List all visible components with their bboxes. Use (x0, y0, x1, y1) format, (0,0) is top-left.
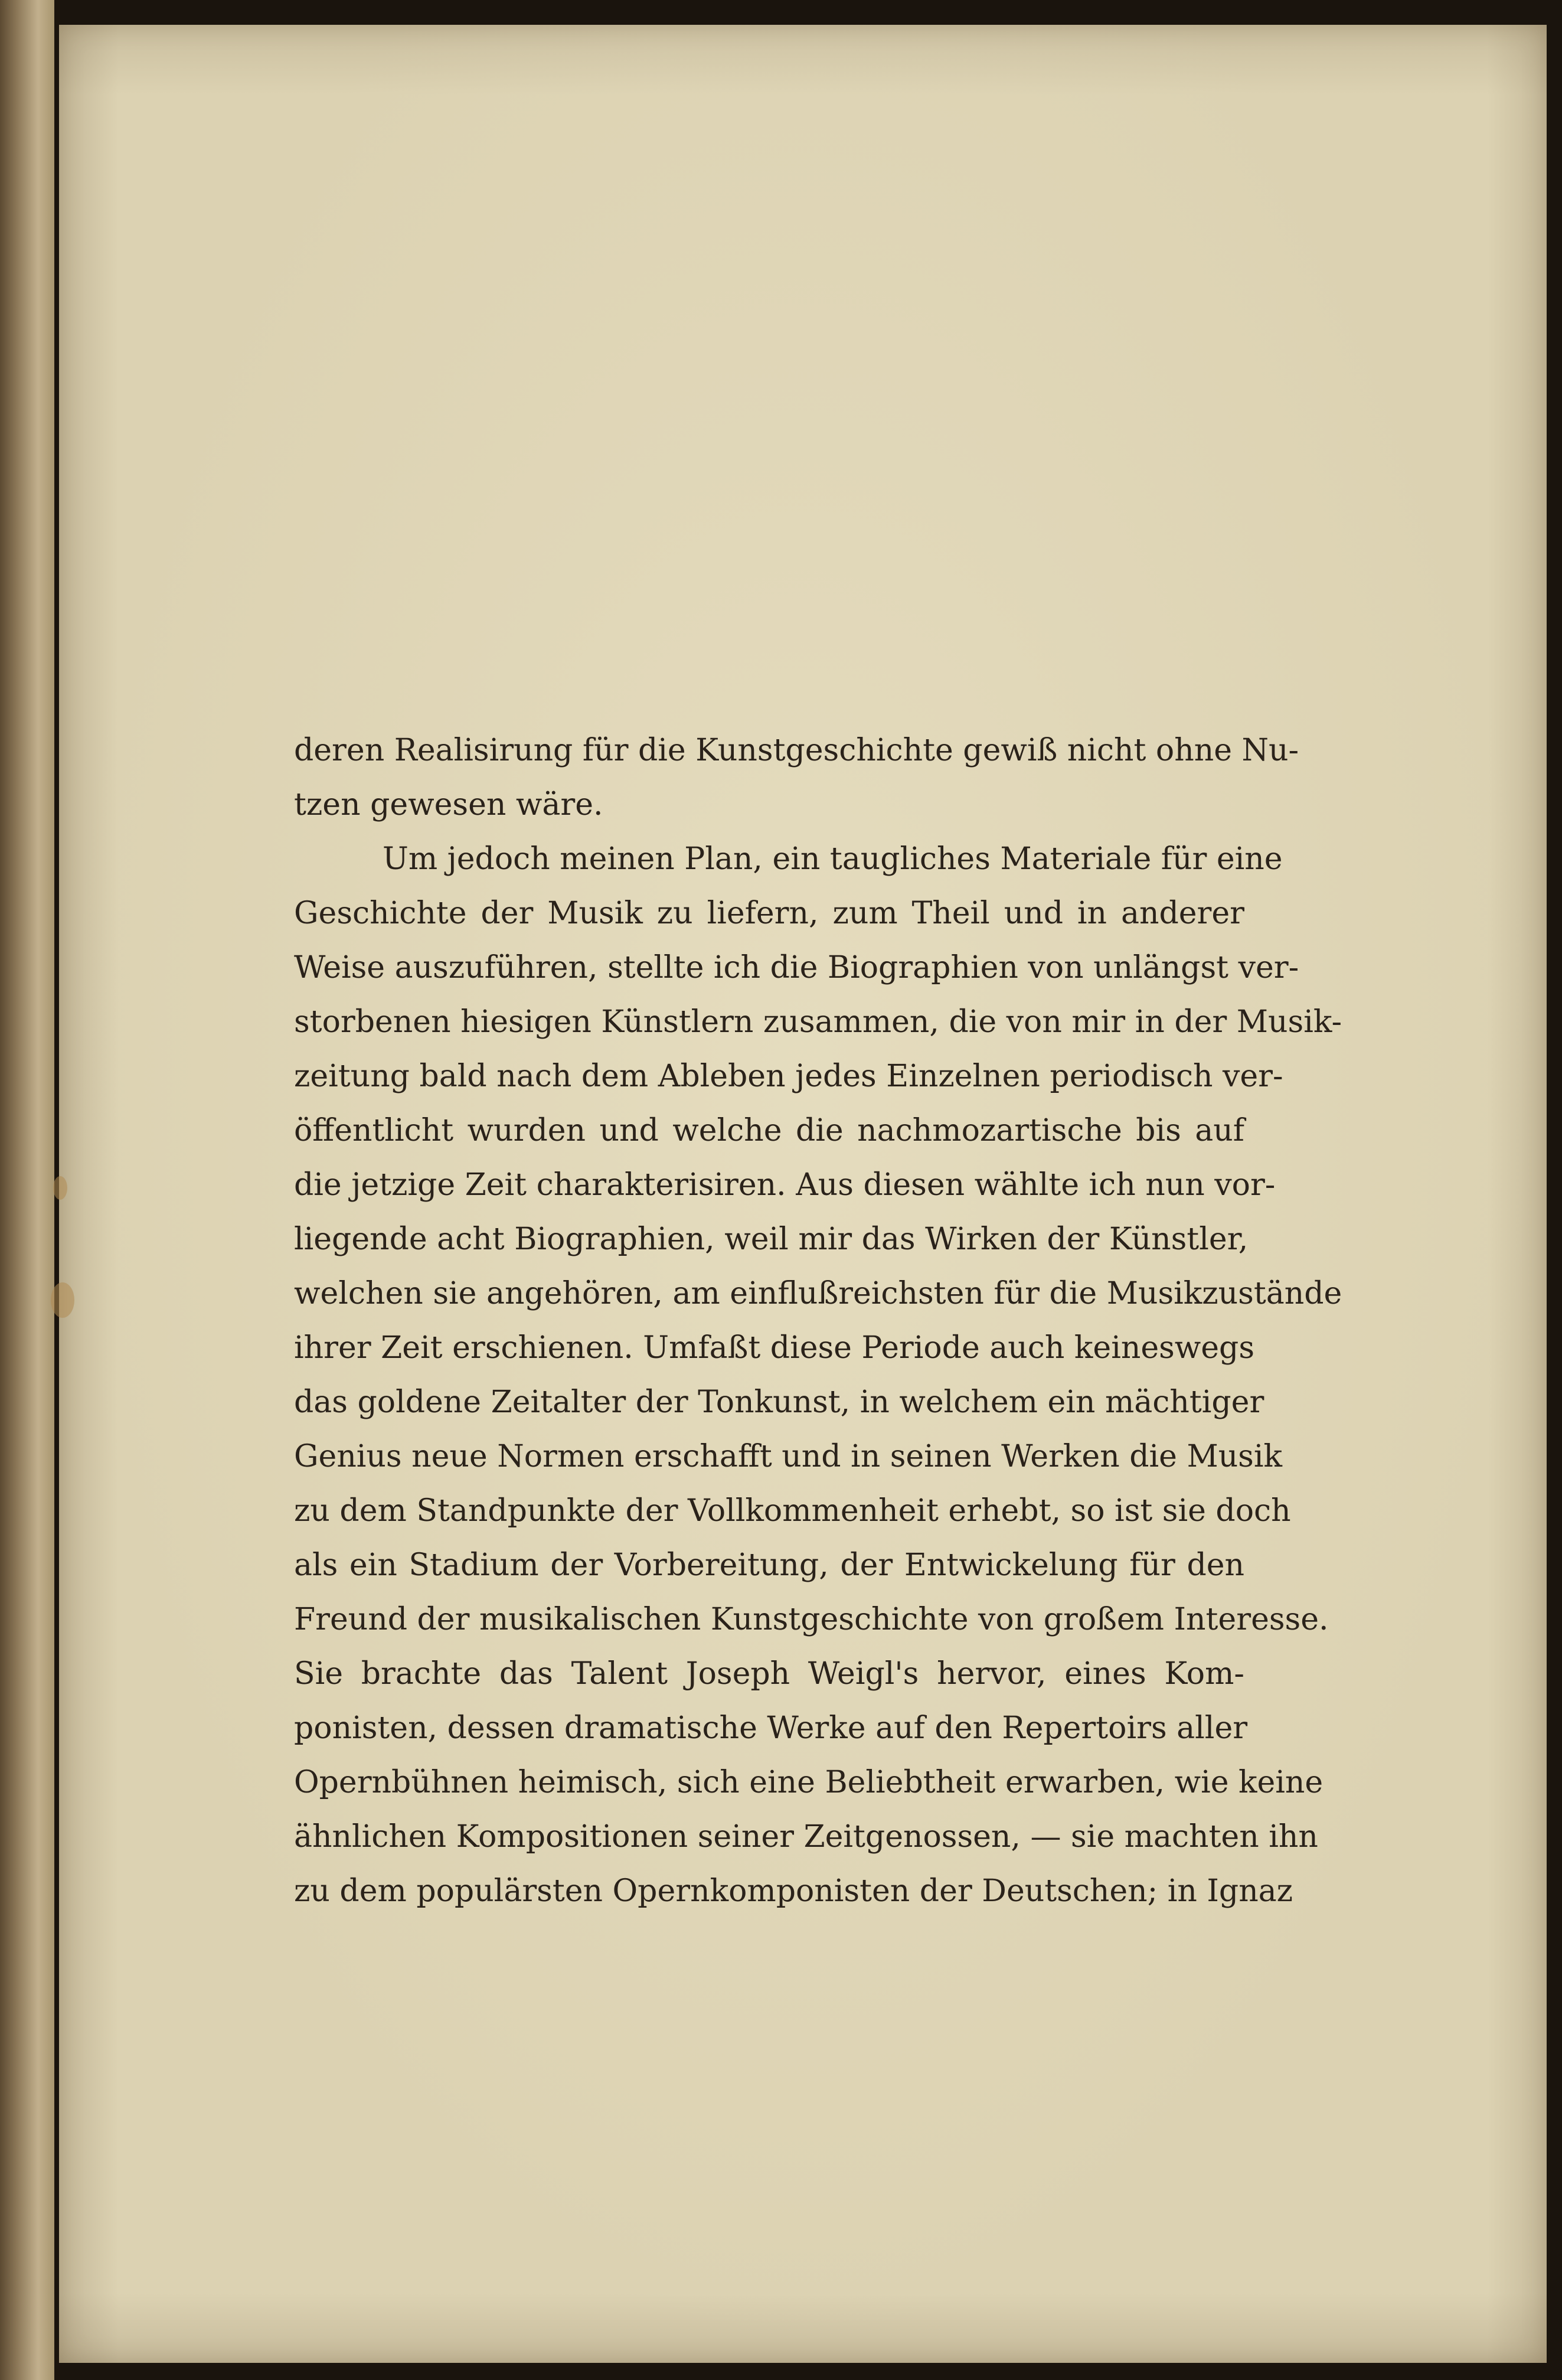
text-line: Sie brachte das Talent Joseph Weigl's hervor, eines Kom- (294, 1656, 1244, 1692)
text-line: ihrer Zeit erschienen. Umfaßt diese Periode auch keineswegs (294, 1330, 1255, 1366)
text-line: zu dem populärsten Opernkomponisten der Deutschen; in Ignaz (294, 1873, 1293, 1909)
text-line: zu dem Standpunkte der Vollkommenheit erhebt, so ist sie doch (294, 1493, 1291, 1529)
text-line: Weise auszuführen, stellte ich die Biographien von unlängst ver- (294, 950, 1299, 985)
text-line: das goldene Zeitalter der Tonkunst, in welchem ein mächtiger (294, 1385, 1264, 1420)
paper-stain (51, 1282, 74, 1318)
paper-stain (53, 1176, 67, 1200)
text-line: Um jedoch meinen Plan, ein taugliches Materiale für eine (383, 841, 1283, 877)
text-line: tzen gewesen wäre. (294, 787, 603, 822)
text-line: ähnlichen Kompositionen seiner Zeitgenossen, — sie machten ihn (294, 1819, 1318, 1855)
text-line: als ein Stadium der Vorbereitung, der Entwickelung für den (294, 1548, 1244, 1583)
text-line: zeitung bald nach dem Ableben jedes Einzelnen periodisch ver- (294, 1059, 1283, 1094)
text-line: öffentlicht wurden und welche die nachmozartische bis auf (294, 1113, 1244, 1148)
book-spine-edge (0, 0, 54, 2380)
text-line: ponisten, dessen dramatische Werke auf den Repertoirs aller (294, 1710, 1248, 1746)
text-line: Opernbühnen heimisch, sich eine Beliebtheit erwarben, wie keine (294, 1765, 1324, 1800)
text-line: Geschichte der Musik zu liefern, zum Theil und in anderer (294, 896, 1244, 931)
text-line: welchen sie angehören, am einflußreichsten für die Musikzustände (294, 1276, 1342, 1311)
text-line: Genius neue Normen erschafft und in seinen Werken die Musik (294, 1439, 1283, 1474)
text-line: liegende acht Biographien, weil mir das Wirken der Künstler, (294, 1222, 1249, 1257)
text-line: deren Realisirung für die Kunstgeschichte gewiß nicht ohne Nu- (294, 733, 1299, 768)
text-line: die jetzige Zeit charakterisiren. Aus diesen wählte ich nun vor- (294, 1167, 1276, 1203)
text-line: storbenen hiesigen Künstlern zusammen, die von mir in der Musik- (294, 1004, 1342, 1040)
body-text (294, 723, 1342, 1918)
text-line: Freund der musikalischen Kunstgeschichte von großem Interesse. (294, 1602, 1329, 1637)
